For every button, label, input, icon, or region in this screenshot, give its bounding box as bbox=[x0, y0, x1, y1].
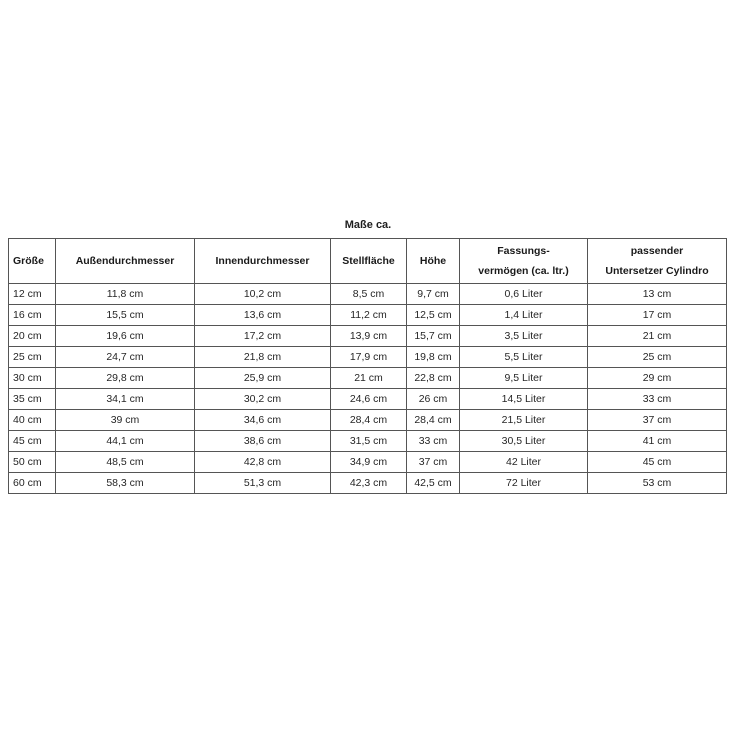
cell-capacity: 3,5 Liter bbox=[460, 326, 588, 347]
cell-height: 12,5 cm bbox=[407, 305, 460, 326]
cell-inner-diameter: 10,2 cm bbox=[195, 284, 331, 305]
header-inner-diameter: Innendurchmesser bbox=[195, 239, 331, 284]
header-base-area: Stellfläche bbox=[331, 239, 407, 284]
cell-capacity: 21,5 Liter bbox=[460, 410, 588, 431]
cell-height: 37 cm bbox=[407, 452, 460, 473]
cell-inner-diameter: 34,6 cm bbox=[195, 410, 331, 431]
cell-outer-diameter: 24,7 cm bbox=[56, 347, 195, 368]
cell-inner-diameter: 38,6 cm bbox=[195, 431, 331, 452]
cell-inner-diameter: 51,3 cm bbox=[195, 473, 331, 494]
cell-base-area: 11,2 cm bbox=[331, 305, 407, 326]
header-size: Größe bbox=[9, 239, 56, 284]
cell-size: 25 cm bbox=[9, 347, 56, 368]
cell-coaster: 41 cm bbox=[588, 431, 727, 452]
cell-size: 20 cm bbox=[9, 326, 56, 347]
cell-coaster: 53 cm bbox=[588, 473, 727, 494]
cell-height: 33 cm bbox=[407, 431, 460, 452]
table-row bbox=[9, 305, 727, 326]
cell-coaster: 45 cm bbox=[588, 452, 727, 473]
cell-height: 19,8 cm bbox=[407, 347, 460, 368]
header-coaster-line1: passender bbox=[630, 245, 684, 257]
cell-base-area: 31,5 cm bbox=[331, 431, 407, 452]
table-row bbox=[9, 389, 727, 410]
cell-base-area: 24,6 cm bbox=[331, 389, 407, 410]
cell-base-area: 42,3 cm bbox=[331, 473, 407, 494]
cell-outer-diameter: 15,5 cm bbox=[56, 305, 195, 326]
cell-size: 60 cm bbox=[9, 473, 56, 494]
header-capacity-line1: Fassungs- bbox=[497, 245, 550, 257]
cell-inner-diameter: 42,8 cm bbox=[195, 452, 331, 473]
cell-height: 26 cm bbox=[407, 389, 460, 410]
cell-outer-diameter: 58,3 cm bbox=[56, 473, 195, 494]
cell-base-area: 21 cm bbox=[331, 368, 407, 389]
cell-size: 50 cm bbox=[9, 452, 56, 473]
cell-coaster: 37 cm bbox=[588, 410, 727, 431]
cell-coaster: 33 cm bbox=[588, 389, 727, 410]
table-row bbox=[9, 431, 727, 452]
cell-base-area: 28,4 cm bbox=[331, 410, 407, 431]
cell-capacity: 0,6 Liter bbox=[460, 284, 588, 305]
cell-capacity: 30,5 Liter bbox=[460, 431, 588, 452]
cell-outer-diameter: 39 cm bbox=[56, 410, 195, 431]
table-row bbox=[9, 347, 727, 368]
cell-height: 42,5 cm bbox=[407, 473, 460, 494]
cell-outer-diameter: 44,1 cm bbox=[56, 431, 195, 452]
cell-coaster: 13 cm bbox=[588, 284, 727, 305]
cell-capacity: 14,5 Liter bbox=[460, 389, 588, 410]
table-header-row bbox=[9, 239, 727, 284]
cell-capacity: 42 Liter bbox=[460, 452, 588, 473]
cell-capacity: 5,5 Liter bbox=[460, 347, 588, 368]
header-coaster bbox=[588, 239, 727, 284]
dimensions-table bbox=[8, 238, 727, 494]
cell-size: 30 cm bbox=[9, 368, 56, 389]
table-row bbox=[9, 452, 727, 473]
header-height: Höhe bbox=[407, 239, 460, 284]
table-caption: Maße ca. bbox=[344, 219, 392, 231]
cell-outer-diameter: 11,8 cm bbox=[56, 284, 195, 305]
cell-height: 9,7 cm bbox=[407, 284, 460, 305]
cell-height: 15,7 cm bbox=[407, 326, 460, 347]
table-row bbox=[9, 326, 727, 347]
header-capacity bbox=[460, 239, 588, 284]
table-row bbox=[9, 410, 727, 431]
cell-base-area: 8,5 cm bbox=[331, 284, 407, 305]
cell-capacity: 1,4 Liter bbox=[460, 305, 588, 326]
cell-base-area: 34,9 cm bbox=[331, 452, 407, 473]
header-capacity-line2: vermögen (ca. ltr.) bbox=[478, 265, 569, 277]
cell-coaster: 17 cm bbox=[588, 305, 727, 326]
cell-base-area: 17,9 cm bbox=[331, 347, 407, 368]
cell-height: 28,4 cm bbox=[407, 410, 460, 431]
cell-capacity: 9,5 Liter bbox=[460, 368, 588, 389]
cell-size: 45 cm bbox=[9, 431, 56, 452]
cell-outer-diameter: 34,1 cm bbox=[56, 389, 195, 410]
cell-inner-diameter: 13,6 cm bbox=[195, 305, 331, 326]
cell-height: 22,8 cm bbox=[407, 368, 460, 389]
table-row bbox=[9, 284, 727, 305]
header-coaster-line2: Untersetzer Cylindro bbox=[605, 265, 709, 277]
cell-coaster: 29 cm bbox=[588, 368, 727, 389]
cell-capacity: 72 Liter bbox=[460, 473, 588, 494]
cell-size: 35 cm bbox=[9, 389, 56, 410]
table-row bbox=[9, 368, 727, 389]
cell-outer-diameter: 48,5 cm bbox=[56, 452, 195, 473]
table-row bbox=[9, 473, 727, 494]
table-body bbox=[9, 284, 727, 494]
cell-outer-diameter: 19,6 cm bbox=[56, 326, 195, 347]
cell-coaster: 21 cm bbox=[588, 326, 727, 347]
cell-inner-diameter: 17,2 cm bbox=[195, 326, 331, 347]
cell-inner-diameter: 21,8 cm bbox=[195, 347, 331, 368]
cell-size: 16 cm bbox=[9, 305, 56, 326]
cell-coaster: 25 cm bbox=[588, 347, 727, 368]
cell-inner-diameter: 30,2 cm bbox=[195, 389, 331, 410]
cell-base-area: 13,9 cm bbox=[331, 326, 407, 347]
cell-size: 40 cm bbox=[9, 410, 56, 431]
cell-size: 12 cm bbox=[9, 284, 56, 305]
cell-inner-diameter: 25,9 cm bbox=[195, 368, 331, 389]
header-outer-diameter: Außendurchmesser bbox=[56, 239, 195, 284]
cell-outer-diameter: 29,8 cm bbox=[56, 368, 195, 389]
